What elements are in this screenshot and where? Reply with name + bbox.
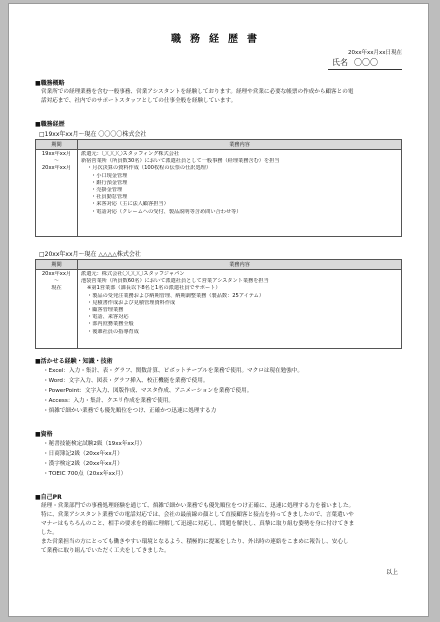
content-line: ・製品の受発注業務および納期管理、納期調整業務（製品数：25アイテム） — [87, 292, 265, 299]
content-line: ・小口現金管理 — [91, 172, 128, 179]
content-line: ・顧客管理業務 — [87, 307, 124, 314]
skills-heading: ■活かせる経験・知識・技術 — [35, 358, 113, 365]
list-item: ・TOEIC 700点（20xx年xx月） — [43, 471, 127, 477]
content-line: 派遣元：株式会社〇〇〇〇スタッフジャパン — [81, 271, 185, 277]
pr-line: マナーはもちろんのこと、相手の要求を的確に理解して迅速に対応し、問題を解決し、真摯に取り組む姿勢を身に付けてきま — [41, 521, 355, 527]
name-line — [328, 57, 402, 70]
period-end: 20xx年xx月 — [41, 165, 72, 172]
content-line: ・電話対応（クレームへの受付、製品説明等含め問い合わせ等） — [91, 208, 242, 215]
content-line: 派遣元：〇〇〇〇スタッフィング株式会社 — [81, 151, 180, 157]
document-title: 職務経歴書 — [171, 34, 266, 45]
content-line: 池袋営業所（所員数60名）において派遣社員として営業アシスタント業務を担当 — [81, 278, 269, 285]
period-end: 現在 — [51, 285, 62, 292]
list-item: ・漢字検定2級（20xx年xx月） — [43, 461, 123, 467]
summary-heading: ■職務概略 — [35, 80, 65, 87]
content-header: 業務内容 — [78, 140, 402, 150]
period-sep: ～ — [53, 278, 60, 285]
content-line: ※第1営業部（課長以下8名と1名の派遣社員でサポート） — [87, 285, 221, 292]
content-line: ・後輩社員の指導育成 — [87, 328, 139, 335]
job-company: □19xx年xx月～現在 〇〇〇〇株式会社 — [39, 131, 147, 138]
pr-section — [35, 492, 402, 556]
list-item: ・日商簿記2級（20xx年xx月） — [43, 451, 123, 457]
content-header: 業務内容 — [78, 260, 402, 270]
licenses-list — [35, 439, 402, 479]
job-content — [78, 150, 402, 237]
period-sep: ～ — [53, 158, 60, 165]
job-table — [35, 259, 402, 349]
name-label: 氏名 — [332, 58, 348, 67]
content-line: ・部内庶務業務全般 — [87, 321, 134, 328]
skills-list — [35, 366, 402, 416]
licenses-heading: ■資格 — [35, 431, 53, 438]
list-item: ・Access：入力・集計、クエリ作成を業務で使用。 — [43, 398, 174, 404]
content-line: ・社員勤怠管理 — [91, 194, 128, 201]
name-value: 〇〇〇 — [354, 58, 378, 67]
list-item: ・秘書技能検定試験2級（19xx年xx月） — [43, 441, 146, 447]
content-line: ・見積書作成および見積管理資料作成 — [87, 299, 176, 306]
history-heading: ■職務経歴 — [35, 121, 65, 128]
period-header: 期間 — [36, 260, 78, 270]
period-header: 期間 — [36, 140, 78, 150]
content-line: ・銀行預金管理 — [91, 179, 128, 186]
pr-heading: ■自己PR — [35, 494, 62, 501]
period-start: 20xx年xx月 — [41, 271, 72, 277]
job-period — [36, 150, 78, 237]
summary-line: 話対応まで、社内でのサポートスタッフとしての仕事全般を経験しています。 — [41, 98, 237, 104]
summary-line: 営業所での経理業務を含む一般事務、営業アシスタントを経験しております。経理や営業に必要な帳票の作成から顧客との電 — [41, 89, 354, 95]
list-item: ・Excel：入力・集計、表・グラフ、関数計算、ピボットテーブルを業務で使用。マクロは現在勉強中。 — [43, 368, 303, 374]
list-item: ・Word：文字入力、図表・グラフ挿入、校正機能を業務で使用。 — [43, 378, 209, 384]
skills-section — [35, 356, 402, 416]
document-date: 20xx年xx月xx日現在 — [347, 50, 402, 56]
pr-line: 特に、営業アシスタント業務での電話対応では、会社の最前線の顔として直接顧客と接点を持ってきましたので、言葉遣いや — [41, 512, 354, 518]
pr-line: した。 — [41, 530, 58, 536]
job-company: □20xx年xx月～現在 △△△△株式会社 — [39, 251, 141, 258]
licenses-section — [35, 429, 402, 479]
content-line: 新宿営業所（所員数30名）において派遣社員として一般事務（経理業務含む）を担当 — [81, 158, 280, 165]
job-content — [78, 270, 402, 349]
closing-text: 以上 — [385, 569, 398, 576]
content-line: ・来客対応（主に法人顧客担当） — [91, 201, 169, 208]
list-item: ・PowerPoint：文字入力、図版作成、マスタ作成、アニメーションを業務で使用。 — [43, 388, 253, 394]
job-table — [35, 139, 402, 237]
list-item: ・煩雑で細かい業務でも優先順位をつけ、正確かつ迅速に処理する力 — [43, 408, 217, 414]
job-period — [36, 270, 78, 349]
content-line: ・電話、来客対応 — [87, 314, 129, 321]
content-line: ・売掛金管理 — [91, 187, 123, 194]
pr-line: 経理・営業部門での事務処理経験を通じて、煩雑で細かい業務でも優先順位をつけ正確に、迅速に処理する力を養いました。 — [41, 503, 355, 509]
content-line: ・月次決算の資料作成（100枚程の伝票の仕訳処理） — [87, 165, 212, 172]
history-section — [35, 119, 402, 349]
pr-line: て業務に取り組んでいただく工夫をしてきました。 — [41, 548, 170, 554]
document-page — [8, 3, 429, 617]
period-start: 19xx年xx月 — [41, 151, 72, 157]
summary-section — [35, 78, 402, 106]
pr-line: また営業担当の方にとっても働きやすい環境となるよう、積極的に提案をしたり、外出時の連絡をこまめに報告し、安心し — [41, 539, 349, 545]
